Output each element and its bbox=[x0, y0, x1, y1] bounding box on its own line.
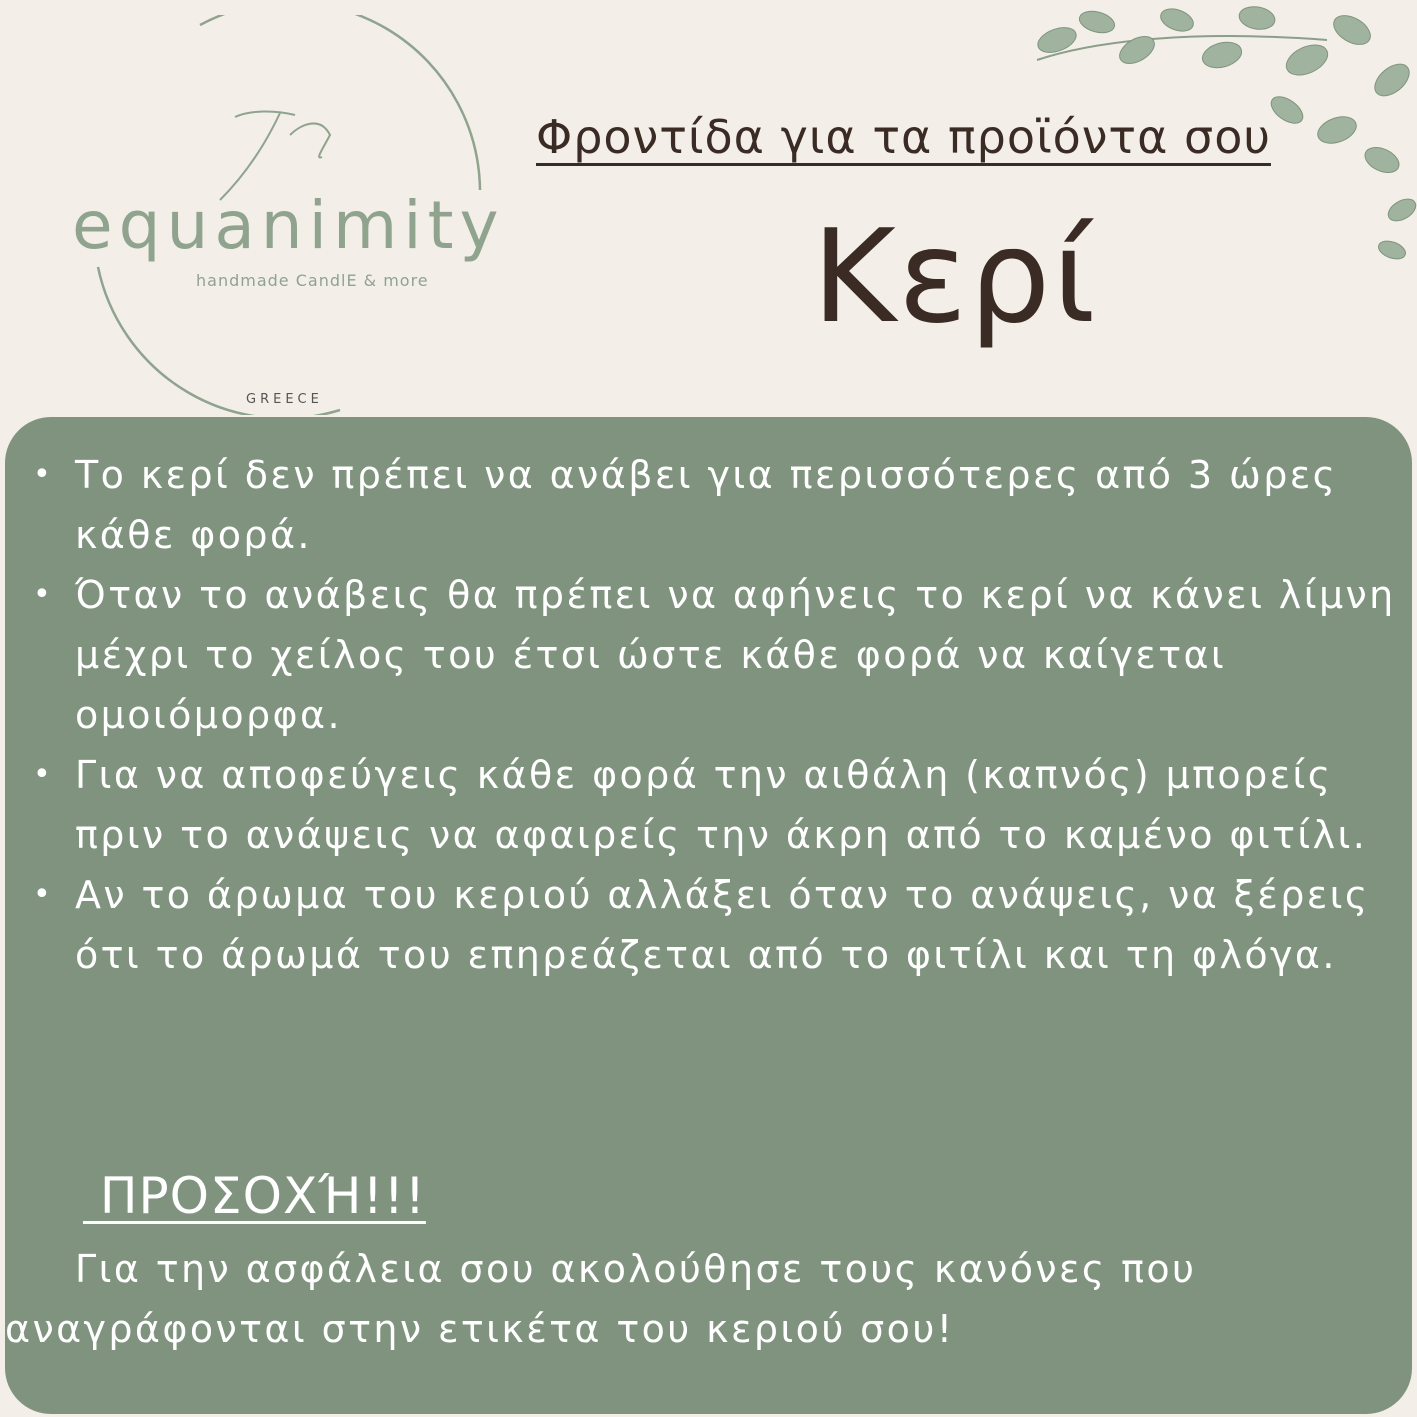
brand-logo bbox=[60, 15, 530, 415]
tip-text: Αν το άρωμα του κεριού αλλάξει όταν το ανάψεις, να ξέρεις ότι το άρωμά του επηρεάζεται από το φιτίλι και τη φλόγα. bbox=[75, 873, 1370, 977]
tip-text: Για να αποφεύγεις κάθε φορά την αιθάλη (καπνός) μπορείς πριν το ανάψεις να αφαιρείς την άκρη από το καμένο φιτίλι. bbox=[75, 753, 1368, 857]
logo-location: GREECE bbox=[246, 392, 323, 407]
warning-title: ΠΡΟΣΟΧΉ!!! bbox=[83, 1167, 426, 1225]
logo-tagline: handmade CandlE & more bbox=[196, 271, 429, 290]
list-item bbox=[33, 565, 1413, 745]
tips-list bbox=[33, 445, 1413, 985]
bullet-icon: • bbox=[33, 757, 54, 792]
bullet-icon: • bbox=[33, 577, 54, 612]
list-item bbox=[33, 445, 1413, 565]
tip-text: Το κερί δεν πρέπει να ανάβει για περισσότερες από 3 ώρες κάθε φορά. bbox=[75, 453, 1338, 557]
care-tips-panel bbox=[5, 417, 1412, 1414]
page-title: Κερί bbox=[812, 203, 1098, 352]
list-item bbox=[33, 865, 1413, 985]
page-subtitle: Φροντίδα για τα προϊόντα σου bbox=[536, 110, 1271, 164]
logo-brand-name: equanimity bbox=[72, 187, 505, 264]
list-item bbox=[33, 745, 1413, 865]
bullet-icon: • bbox=[33, 457, 54, 492]
bullet-icon: • bbox=[33, 877, 54, 912]
warning-text: Για την ασφάλεια σου ακολούθησε τους κανόνες που αναγράφονται στην ετικέτα του κεριού σου! bbox=[5, 1247, 1197, 1351]
tip-text: Όταν το ανάβεις θα πρέπει να αφήνεις το κερί να κάνει λίμνη μέχρι το χείλος του έτσι ώστε κάθε φορά να καίγεται ομοιόμορφα. bbox=[75, 573, 1396, 737]
